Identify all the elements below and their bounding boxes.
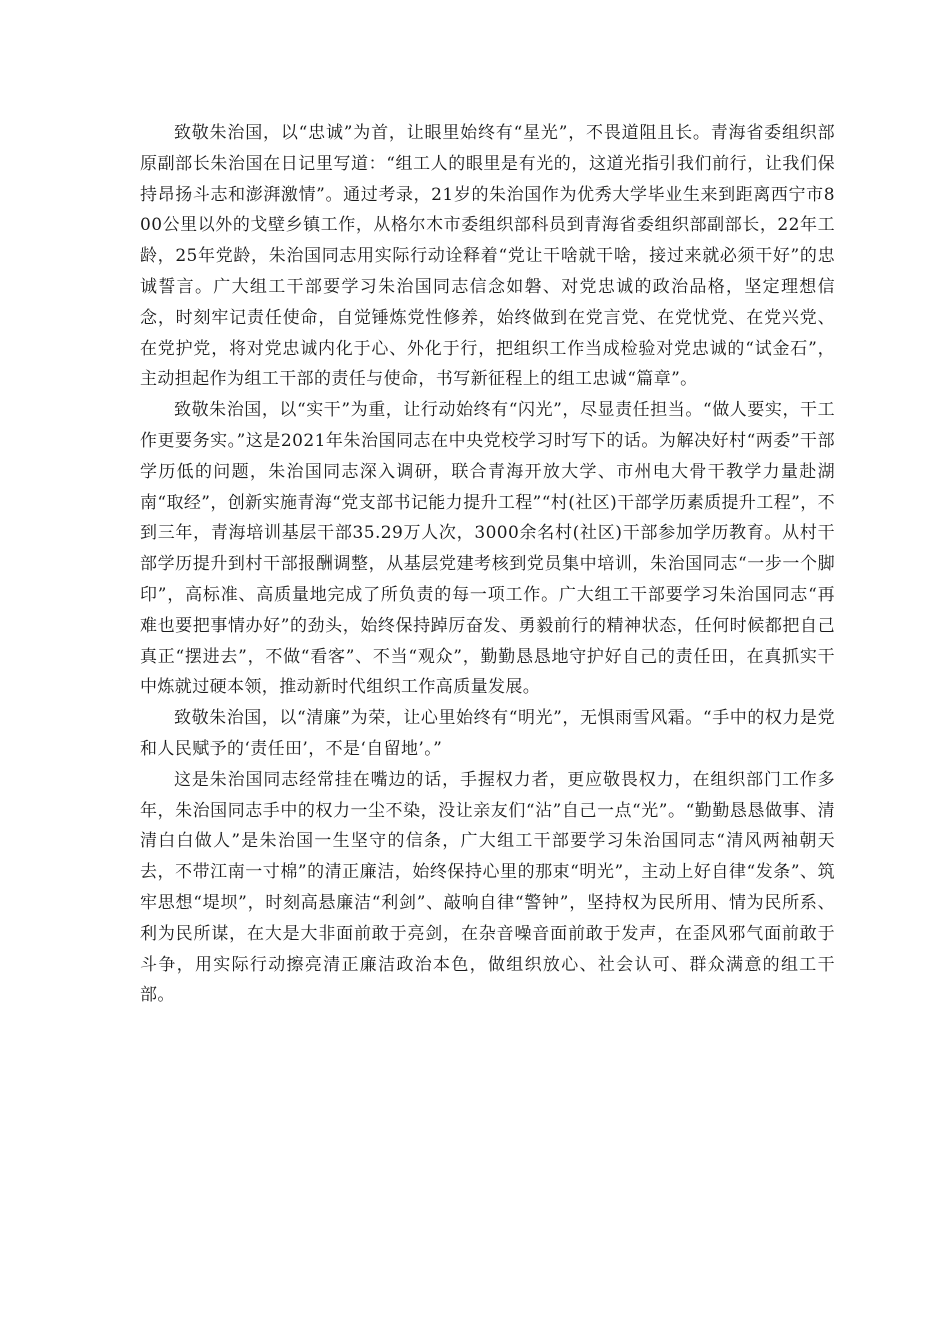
document-body — [140, 118, 835, 1011]
paragraph-integrity: 致敬朱治国，以“清廉”为荣，让心里始终有“明光”，无惧雨雪风霜。“手中的权力是党和人民赋予的‘责任田’，不是‘自留地’。” — [140, 708, 835, 759]
paragraph-hard-work: 致敬朱治国，以“实干”为重，让行动始终有“闪光”，尽显责任担当。“做人要实，干工作更要务实。”这是2021年朱治国同志在中央党校学习时写下的话。为解决好村“两委”干部学历低的问题，朱治国同志深入调研，联合青海开放大学、市州电大骨干教学力量赴湖南“取经”，创新实施青海“党支部书记能力提升工程”“村(社区)干部学历素质提升工程”，不到三年，青海培训基层干部35.29万人次，3000余名村(社区)干部参加学历教育。从村干部学历提升到村干部报酬调整，从基层党建考核到党员集中培训，朱治国同志“一步一个脚印”，高标准、高质量地完成了所负责的每一项工作。广大组工干部要学习朱治国同志“再难也要把事情办好”的劲头，始终保持踔厉奋发、勇毅前行的精神状态，任何时候都把自己真正“摆进去”，不做“看客”、不当“观众”，勤勤恳恳地守护好自己的责任田，在真抓实干中炼就过硬本领，推动新时代组织工作高质量发展。 — [140, 400, 836, 698]
paragraph-integrity-continued: 这是朱治国同志经常挂在嘴边的话，手握权力者，更应敬畏权力，在组织部门工作多年，朱治国同志手中的权力一尘不染，没让亲友们“沾”自己一点“光”。“勤勤恳恳做事、清清白白做人”是朱治国一生坚守的信条，广大组工干部要学习朱治国同志“清风两袖朝天去，不带江南一寸棉”的清正廉洁，始终保持心里的那束“明光”，主动上好自律“发条”、筑牢思想“堤坝”，时刻高悬廉洁“利剑”、敲响自律“警钟”，坚持权为民所用、情为民所系、利为民所谋，在大是大非面前敢于亮剑，在杂音噪音面前敢于发声，在歪风邪气面前敢于斗争，用实际行动擦亮清正廉洁政治本色，做组织放心、社会认可、群众满意的组工干部。 — [140, 769, 835, 1006]
paragraph-loyalty: 致敬朱治国，以“忠诚”为首，让眼里始终有“星光”，不畏道阻且长。青海省委组织部原副部长朱治国在日记里写道：“组工人的眼里是有光的，这道光指引我们前行，让我们保持昂扬斗志和澎湃激情”。通过考录，21岁的朱治国作为优秀大学毕业生来到距离西宁市800公里以外的戈壁乡镇工作，从格尔木市委组织部科员到青海省委组织部副部长，22年工龄，25年党龄，朱治国同志用实际行动诠释着“党让干啥就干啥，接过来就必须干好”的忠诚誓言。广大组工干部要学习朱治国同志信念如磐、对党忠诚的政治品格，坚定理想信念，时刻牢记责任使命，自觉锤炼党性修养，始终做到在党言党、在党忧党、在党兴党、在党护党，将对党忠诚内化于心、外化于行，把组织工作当成检验对党忠诚的“试金石”，主动担起作为组工干部的责任与使命，书写新征程上的组工忠诚“篇章”。 — [140, 123, 835, 390]
